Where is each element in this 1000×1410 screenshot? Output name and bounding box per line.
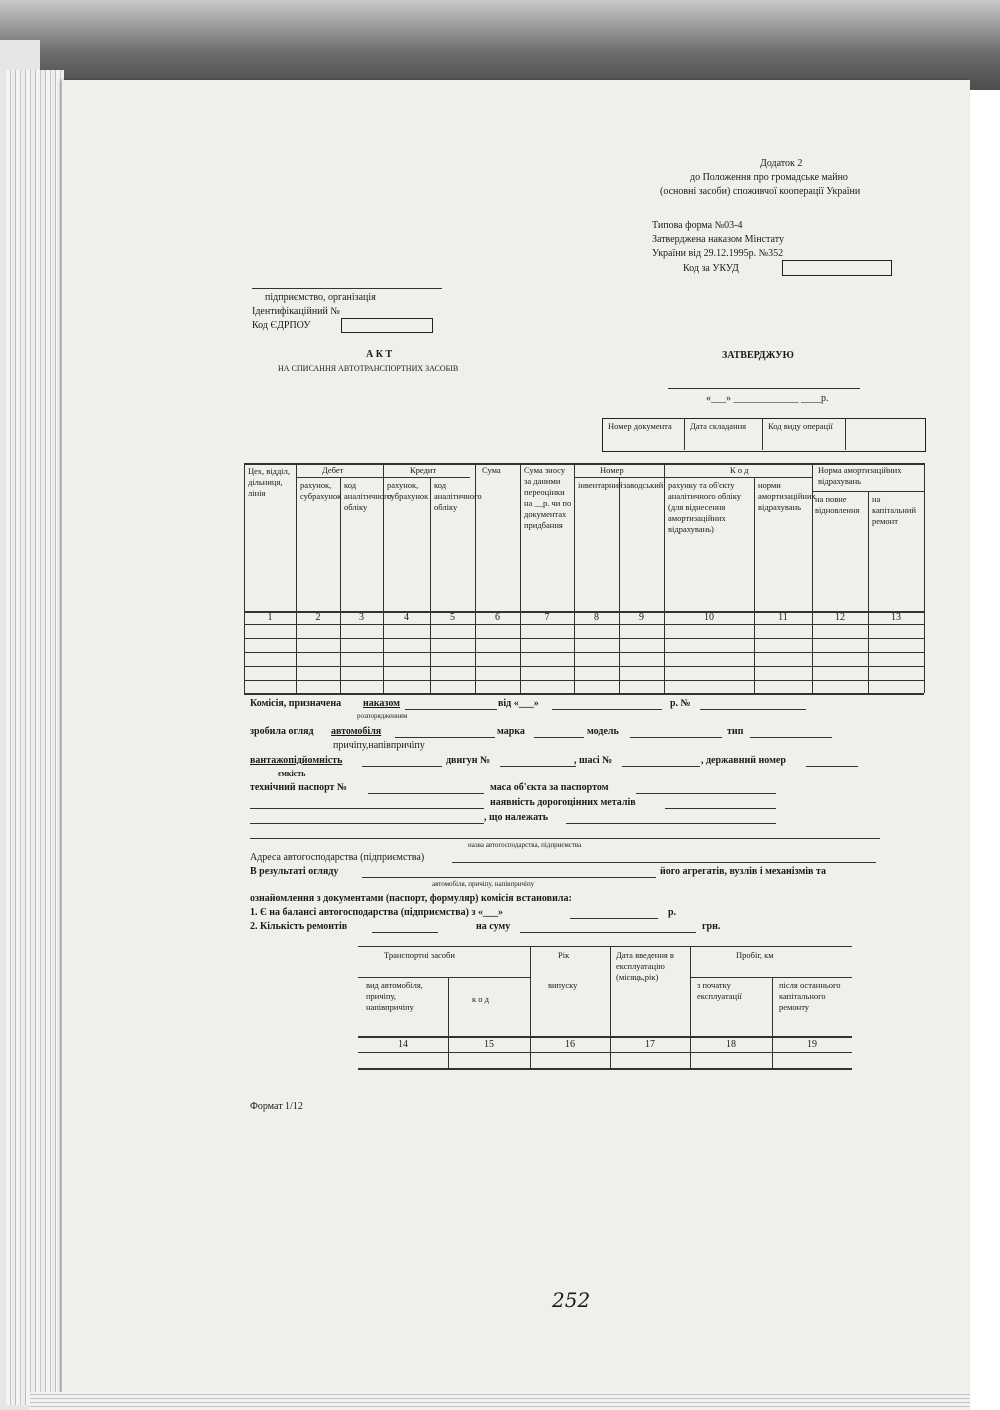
col-line — [754, 477, 755, 693]
appendix-line1: Додаток 2 — [760, 158, 803, 169]
col-line — [296, 463, 297, 693]
mass-label: маса об'єкта за паспортом — [490, 782, 609, 793]
header-kod-account: рахунку та об'єкту аналітичного обліку (для віднесення амортизаційних відрахувань) — [668, 480, 741, 534]
belongs-label: , що належать — [484, 812, 549, 823]
doc-number-header: Номер документа — [608, 421, 672, 431]
header-commission-date: Дата введення в експлуатацію (місяць,рік) — [616, 950, 674, 982]
main-table-row-line — [244, 666, 924, 667]
state-number-label: , державний номер — [701, 755, 786, 766]
header-norma: Норма амортизаційних відрахувань — [818, 465, 902, 486]
ident-label: Ідентифікаційний № — [252, 306, 340, 317]
col-number: 13 — [891, 612, 901, 623]
col-number: 8 — [594, 612, 599, 623]
fill-line — [452, 862, 876, 863]
header-nomer-factory: заводський — [623, 480, 664, 490]
col-number: 1 — [267, 612, 273, 623]
doc-table-divider — [684, 418, 685, 450]
second-table-header-bottom — [358, 1036, 852, 1038]
header-vehicle-code: к о д — [472, 994, 489, 1004]
col-line — [868, 491, 869, 693]
fill-line — [700, 709, 806, 710]
header-mileage-repair: після останнього капітального ремонту — [779, 980, 841, 1012]
fill-line — [534, 737, 584, 738]
book-bottom-edges — [30, 1392, 970, 1410]
enterprise-name-sub: назва автогосподарства, підприємства — [468, 841, 582, 849]
appendix-line2: до Положення про громадське майно — [690, 172, 848, 183]
header-credit-account: рахунок, субрахунок — [387, 480, 429, 501]
col-number: 11 — [778, 612, 788, 623]
fill-line — [362, 766, 442, 767]
fill-line — [636, 793, 776, 794]
header-credit: Кредит — [410, 465, 437, 475]
header-mileage: Пробіг, км — [736, 950, 774, 960]
header-nomer: Номер — [600, 465, 624, 475]
form-line2: Затверджена наказом Мінстату — [652, 234, 784, 245]
order-sub: розпорядженням — [357, 712, 408, 720]
model-label: модель — [587, 726, 619, 737]
col-line — [244, 463, 245, 693]
inspection-result-label: В результаті огляду — [250, 866, 339, 877]
col-number: 15 — [484, 1039, 494, 1050]
form-line3: України від 29.12.1995р. №352 — [652, 248, 784, 259]
from-date-label: від «___» — [498, 698, 539, 709]
col-number: 16 — [565, 1039, 575, 1050]
edrpou-label: Код ЄДРПОУ — [252, 320, 311, 331]
act-subtitle: НА СПИСАННЯ АВТОТРАНСПОРТНИХ ЗАСОБІВ — [278, 364, 459, 373]
main-table-row-line — [244, 680, 924, 681]
approval-signature-line — [668, 388, 860, 389]
header-year-release: випуску — [548, 980, 578, 990]
address-label: Адреса автогосподарства (підприємства) — [250, 852, 425, 863]
fill-line — [630, 737, 722, 738]
col-number: 7 — [544, 612, 550, 623]
type-label: тип — [727, 726, 744, 737]
org-label: підприємство, організація — [265, 292, 376, 303]
main-table-number-row-bottom — [244, 624, 924, 625]
capacity-label: вантажопідйомність — [250, 755, 343, 766]
header-suma: Сума — [482, 465, 501, 475]
col-line — [430, 477, 431, 693]
operation-code-header: Код виду операції — [768, 421, 833, 431]
fill-line — [750, 737, 832, 738]
book-page-edges — [6, 70, 64, 1405]
fill-line — [570, 918, 658, 919]
vehicle-word: автомобіля — [331, 726, 382, 737]
approval-date: «___» _____________ ____р. — [706, 393, 829, 404]
second-table-top — [358, 946, 852, 947]
fill-line — [395, 737, 495, 738]
col-number: 5 — [450, 612, 455, 623]
header-kod: К о д — [730, 465, 749, 475]
main-table-row-line — [244, 652, 924, 653]
fill-line — [566, 823, 776, 824]
balance-label: 1. Є на балансі автогосподарства (підприємства) з «___» — [250, 907, 503, 918]
col-line — [340, 477, 341, 693]
format-label: Формат 1/12 — [250, 1101, 303, 1112]
approval-label: ЗАТВЕРДЖУЮ — [722, 350, 794, 361]
second-table-number-bottom — [358, 1052, 852, 1053]
commission-label: Комісія, призначена — [250, 698, 342, 709]
ukud-box[interactable] — [782, 260, 892, 276]
edrpou-box[interactable] — [341, 318, 433, 333]
col-number: 17 — [645, 1039, 655, 1050]
fill-line — [372, 932, 438, 933]
trailer-sub: причіпу,напівпричіпу — [333, 740, 425, 751]
doc-date-header: Дата складання — [690, 421, 747, 431]
documents-label: ознайомлення з документами (паспорт, формуляр) комісія встановила: — [250, 893, 572, 904]
col-line — [772, 977, 773, 1068]
fill-line — [362, 877, 656, 878]
fill-line — [622, 766, 700, 767]
fill-line — [500, 766, 576, 767]
doc-table-divider — [845, 418, 846, 450]
header-debit-code: код аналітичного обліку — [344, 480, 392, 512]
header-kod-norm: норми амортизаційних відрахувань — [758, 480, 816, 512]
sum-label: на суму — [476, 921, 511, 932]
header-norma-full: на повне відновлення — [815, 494, 860, 515]
main-table-row-line — [244, 638, 924, 639]
main-table-bottom — [244, 693, 924, 695]
header-vehicle-kind: вид автомобіля, причіпу, напівпричіпу — [366, 980, 423, 1012]
fill-line — [520, 932, 696, 933]
header-debit-account: рахунок, субрахунок — [300, 480, 342, 501]
year-number-label: р. № — [670, 698, 691, 709]
col-number: 4 — [404, 612, 409, 623]
chassis-label: , шасі № — [574, 755, 613, 766]
col-line — [619, 477, 620, 693]
engine-label: двигун № — [446, 755, 491, 766]
org-line — [252, 288, 442, 289]
col-number: 19 — [807, 1039, 817, 1050]
col-number: 9 — [639, 612, 644, 623]
header-credit-code: код аналітичного обліку — [434, 480, 482, 512]
col-number: 14 — [398, 1039, 408, 1050]
col-line — [924, 463, 925, 693]
header-mileage-start: з початку експлуатації — [697, 980, 742, 1001]
act-title: А К Т — [366, 349, 393, 360]
col-line — [574, 463, 575, 693]
header-nomer-inventory: інвентарний — [578, 480, 623, 490]
probig-subline — [690, 977, 852, 978]
col-number: 18 — [726, 1039, 736, 1050]
header-transport: Транспортні засоби — [384, 950, 455, 960]
col-number: 12 — [835, 612, 845, 623]
col-line — [664, 463, 665, 693]
fill-line — [665, 808, 776, 809]
col-number: 10 — [704, 612, 714, 623]
header-workshop: Цех, відділ, дільниця, лінія — [248, 466, 291, 498]
brand-label: марка — [497, 726, 525, 737]
fill-line — [250, 823, 484, 824]
fill-line — [250, 808, 484, 809]
fill-line — [405, 709, 497, 710]
second-table-bottom — [358, 1068, 852, 1070]
repairs-label: 2. Кількість ремонтів — [250, 921, 348, 932]
col-number: 6 — [495, 612, 500, 623]
inspection-label: зробила огляд — [250, 726, 314, 737]
order-word: наказом — [363, 698, 400, 709]
volume-sub: ємкість — [278, 769, 306, 778]
col-number: 2 — [315, 612, 321, 623]
kod-subline — [664, 477, 812, 478]
col-line — [448, 977, 449, 1068]
col-number: 3 — [359, 612, 364, 623]
fill-line — [368, 793, 484, 794]
header-debit: Дебет — [322, 465, 344, 475]
tech-passport-label: технічний паспорт № — [250, 782, 347, 793]
aggregates-label: його агрегатів, вузлів і механізмів та — [660, 866, 826, 877]
doc-table-divider — [762, 418, 763, 450]
header-norma-repair: на капітальний ремонт — [872, 494, 917, 526]
header-year: Рік — [558, 950, 570, 960]
fill-line — [806, 766, 858, 767]
header-suma-znosu: Сума зносу за даними переоцінки на __р. чи по документах придбання — [524, 465, 572, 530]
vehicle-type-sub: автомобіля, причіпу, напівпричіпу — [432, 880, 535, 888]
transport-subline — [358, 977, 530, 978]
form-line1: Типова форма №03-4 — [652, 220, 743, 231]
document-page — [62, 80, 970, 1396]
background-top — [0, 0, 1000, 90]
balance-year: р. — [668, 907, 677, 918]
appendix-line3: (основні засоби) споживчої кооперації України — [660, 186, 861, 197]
fill-line — [250, 838, 880, 839]
precious-metals-label: наявність дорогоцінних металів — [490, 797, 636, 808]
page-number: 252 — [552, 1288, 591, 1312]
uah-label: грн. — [702, 921, 721, 932]
fill-line — [552, 709, 662, 710]
ukud-label: Код за УКУД — [683, 263, 739, 274]
col-line — [520, 463, 521, 693]
